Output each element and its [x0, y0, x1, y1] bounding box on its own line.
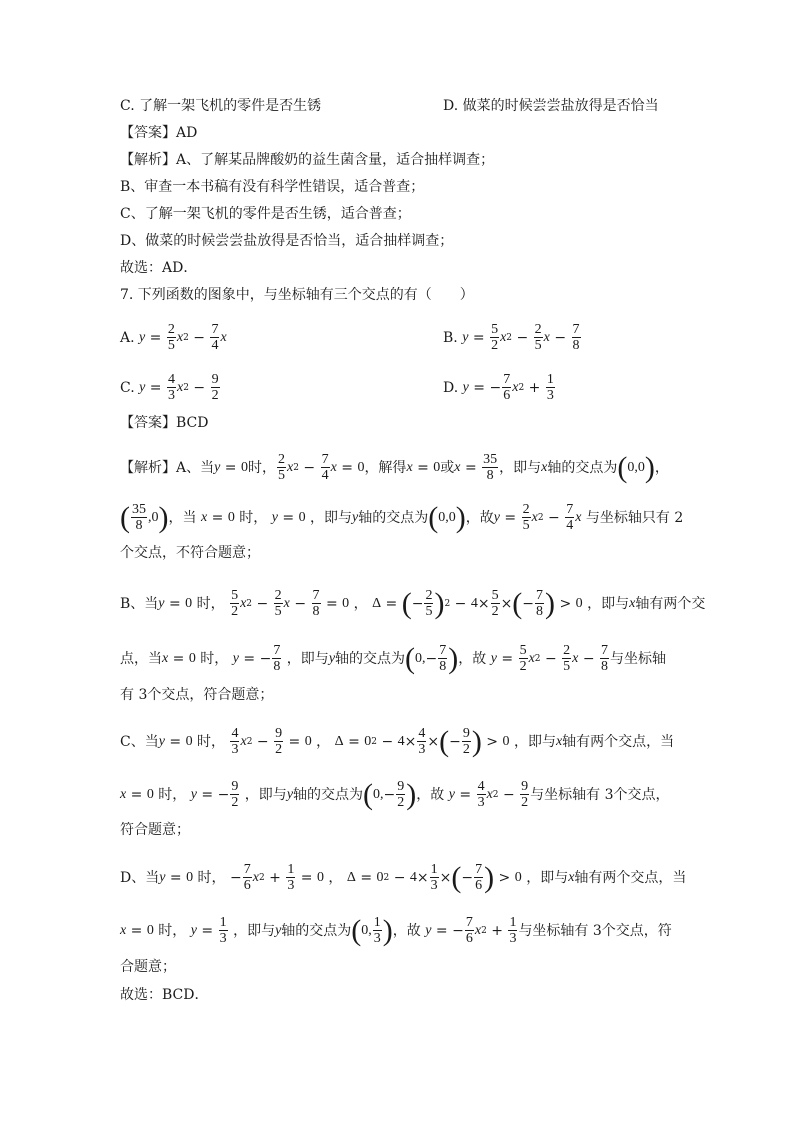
q7-option-d: D. y = − $\frac{7}{6}$ x 2 + $\frac{1}{3}$ — [443, 372, 554, 403]
option-label: C. — [120, 379, 135, 396]
q6-conclusion: 故选：AD． — [120, 260, 198, 276]
text: 轴有两个交点，当 — [562, 733, 675, 750]
q7-analysis-a-line1: 【解析】A、当 y = 0 时， $\frac{2}{5}$ x 2 − $\frac{7}{4}$ x = 0 ，解得 x = 0 或 x = $\frac{35}{8}$ ，即与 x 轴的交点为 ( 0,0 ) ， — [120, 450, 669, 484]
text: 轴的交点为 — [547, 459, 618, 476]
q7-analysis-c-line1: C、当 y = 0 时， $\frac{4}{3}$ x 2 − $\frac{9}{2}$ = 0 ， Δ = 0 2 − 4 × $\frac{4}{3}$ × ( − $\frac{9}{2}$ ) > 0 ，即与 x 轴有两个交点，当 — [120, 724, 675, 758]
q7-analysis-d-line2: x = 0 时， y = $\frac{1}{3}$ ，即与 y 轴的交点为 ( 0, $\frac{1}{3}$ ) ，故 y = − $\frac{7}{6}$ x 2 + $\frac{1}{3}$ 与坐标轴有 3个交点，符 — [120, 913, 672, 947]
q7-analysis-b-line1: B、当 y = 0 时， $\frac{5}{2}$ x 2 − $\frac{2}{5}$ x − $\frac{7}{8}$ = 0 ， Δ = ( − $\frac{2}{5}$ ) 2 − 4 × $\frac{5}{2}$ × ( − $\frac{7}{8}$ ) > 0 ，即与 x 轴有两个交 — [120, 586, 706, 620]
text: 与坐标轴 — [610, 650, 667, 667]
q7-analysis-a-line2: ( $\frac{35}{8}$ ,0 ) ，当 x = 0 时， y = 0 ，即与 y 轴的交点为 ( 0,0 ) ，故 y = $\frac{2}{5}$ x 2 − $\frac{7}{4}$ x 与坐标轴只有 2 — [120, 500, 684, 534]
text: B、当 — [120, 595, 159, 612]
text: D、当 — [120, 869, 160, 886]
q7-analysis-c-line3: 符合题意； — [120, 822, 190, 838]
text: 【解析】A、当 — [120, 459, 215, 476]
text: 与坐标轴只有 2 — [585, 509, 684, 526]
q7-analysis-b-line2: 点，当 x = 0 时， y = − $\frac{7}{8}$ ，即与 y 轴的交点为 ( 0, − $\frac{7}{8}$ ) ，故 y = $\frac{5}{2}$ x 2 − $\frac{2}{5}$ x − $\frac{7}{8}$ 与坐标轴 — [120, 641, 667, 675]
q6-answer: 【答案】AD — [120, 125, 198, 141]
q7-analysis-c-line2: x = 0 时， y = − $\frac{9}{2}$ ，即与 y 轴的交点为 ( 0, − $\frac{9}{2}$ ) ，故 y = $\frac{4}{3}$ x 2 − $\frac{9}{2}$ 与坐标轴有 3个交点， — [120, 777, 670, 811]
text: 点，当 — [120, 650, 162, 667]
text: ，即与 — [499, 459, 542, 476]
q7-option-c: C. y = $\frac{4}{3}$ x 2 − $\frac{9}{2}$ — [120, 372, 219, 403]
text: 与坐标轴有 3个交点， — [530, 786, 670, 803]
q6-analysis-a: 【解析】A、了解某品牌酸奶的益生菌含量，适合抽样调查； — [120, 152, 495, 168]
q7-conclusion: 故选：BCD． — [120, 987, 209, 1003]
q6-option-d: D. 做菜的时候尝尝盐放得是否恰当 — [443, 98, 659, 114]
text: ，故 — [465, 509, 494, 526]
q7-analysis-d-line1: D、当 y = 0 时， − $\frac{7}{6}$ x 2 + $\frac{1}{3}$ = 0 ， Δ = 0 2 − 4 × $\frac{1}{3}$ × ( − $\frac{7}{6}$ ) > 0 ，即与 x 轴有两个交点，当 — [120, 860, 687, 894]
q7-option-b: B. y = $\frac{5}{2}$ x 2 − $\frac{2}{5}$ x − $\frac{7}{8}$ — [443, 322, 580, 353]
q6-option-c: C. 了解一架飞机的零件是否生锈 — [120, 98, 322, 114]
text: 时， — [247, 459, 276, 476]
text: 或 — [440, 459, 455, 476]
text: 轴的交点为 — [358, 509, 429, 526]
q7-option-a: A. y = $\frac{2}{5}$ x 2 − $\frac{7}{4}$ x — [120, 322, 227, 353]
option-label: D. — [443, 379, 459, 396]
q7-analysis-b-line3: 有 3个交点，符合题意； — [120, 687, 274, 703]
option-label: B. — [443, 329, 458, 346]
q6-analysis-b: B、审查一本书稿有没有科学性错误，适合普查； — [120, 179, 425, 195]
text: C、当 — [120, 733, 159, 750]
q6-analysis-c: C、了解一架飞机的零件是否生锈，适合普查； — [120, 206, 411, 222]
q6-analysis-d: D、做菜的时候尝尝盐放得是否恰当，适合抽样调查； — [120, 233, 454, 249]
text: 轴有两个交 — [635, 595, 706, 612]
q7-stem: 7. 下列函数的图象中，与坐标轴有三个交点的有（ ） — [120, 287, 474, 303]
text: ，解得 — [364, 459, 407, 476]
text: 与坐标轴有 3个交点，符 — [518, 922, 672, 939]
option-label: A. — [120, 329, 135, 346]
q7-analysis-a-line3: 个交点，不符合题意； — [120, 545, 260, 561]
q7-analysis-d-line3: 合题意； — [120, 959, 176, 975]
q7-answer: 【答案】BCD — [120, 415, 209, 431]
